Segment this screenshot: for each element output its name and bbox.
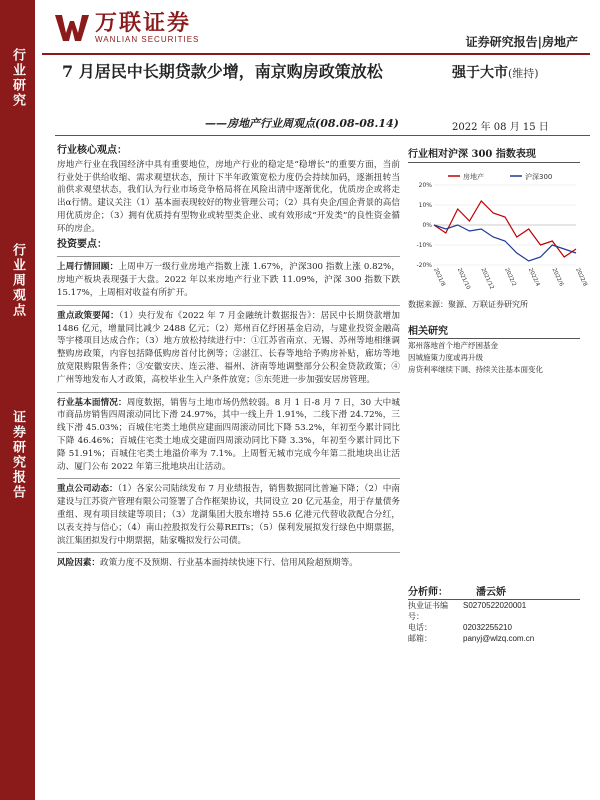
fundamentals [57,397,400,474]
series-line [434,225,576,261]
risk-factors [57,557,400,570]
analyst-row-value: panyj@wlzq.com.cn [463,634,535,643]
y-tick-label: 0% [422,222,432,229]
rating-label: 强于大市 [452,65,508,81]
chart-heading: 行业相对沪深 300 指数表现 [408,145,580,163]
related-item: 房贷利率继续下调、持续关注基本面变化 [408,365,543,374]
index-chart [408,169,588,291]
logo-en-text: WANLIAN SECURITIES [95,34,200,44]
analyst-block [408,583,580,644]
x-tick-label: 2021/12 [479,267,495,291]
y-tick-label: 10% [418,202,432,209]
related-list [408,340,580,375]
sidebar-label-industry: 行业研究 [10,47,25,108]
risk-text: 政策力度不及预期、行业基本面持续快速下行、信用风险超预期等。 [99,558,358,569]
title-divider [55,135,590,136]
divider [57,256,400,257]
rating [452,62,539,82]
analyst-row-key: 电话： [408,623,432,632]
y-tick-label: 20% [418,182,432,189]
related-item: 郑州落地首个地产纾困基金 [408,341,498,350]
analyst-row [408,633,580,644]
sidebar-label-report: 证券研究报告 [10,410,25,500]
company-logo [55,10,199,46]
analyst-heading [408,583,580,600]
analyst-row-key: 邮箱： [408,634,432,643]
sidebar-label-weekly: 行业周观点 [10,242,25,318]
legend-label: 沪深300 [525,173,553,181]
analyst-head-label: 分析师： [408,587,448,598]
risk-label: 风险因素： [57,558,100,569]
market-label: 上周行情回顾： [57,262,119,273]
analyst-row-key: 执业证书编号： [408,601,448,621]
main-content [57,143,400,570]
chart-source: 数据来源：聚源、万联证券研究所 [408,300,528,309]
analyst-row-value: 02032255210 [463,623,512,632]
divider [57,478,400,479]
logo-cn-text: 万联证券 [95,10,192,36]
y-tick-label: -20% [416,262,432,269]
divider [57,305,400,306]
analyst-row [408,600,580,622]
divider [57,552,400,553]
sidebar [0,0,35,800]
x-tick-label: 2022/4 [526,267,541,288]
x-tick-label: 2022/2 [503,267,517,288]
core-heading: 行业核心观点： [57,145,127,156]
fund-text: 周度数据，销售与土地市场仍然较弱。8 月 1 日-8 月 7 日，30 大中城市商品房销售四周滚动同比下滑 24.97%，其中一线上升 1.91%，二线下滑 24.72%，三线下滑 45.03%；百城住宅类土地供应建面四周滚动同比下降 53.2%，年初至今累计同比下降 46.46%；百城住宅类土地成交建面四周滚动同比下降 3.3%，年初至今累计同比下降 51.91%；百城住宅类土地溢价率为 7.1%。上周暂无城市完成今年第二批地块出让活动、厦门公布 2022 年第三批地块出让活动。 [57,397,400,472]
market-text: 上周申万一级行业房地产指数上涨 1.67%，沪深300 指数上涨 0.82%，房地产板块表现强于大盘。2022 年以来房地产行业下跌 11.09%，沪深 300 指数下跌 15.17%，上周相对收益有所扩开。 [57,262,400,298]
page-title: 7 月居民中长期贷款少增，南京购房政策放松 [62,62,383,81]
analyst-name: 潘云娇 [476,587,506,598]
right-column [408,145,588,375]
x-tick-label: 2021/8 [432,267,446,288]
related-item: 因城施策力度或再升级 [408,353,483,362]
analyst-row [408,622,580,633]
analyst-row-value: S0270522020001 [463,601,527,610]
market-review [57,261,400,299]
header-divider [42,53,590,55]
points-heading: 投资要点： [57,238,107,250]
company-news [57,483,400,547]
y-tick-label: -10% [416,242,432,249]
x-tick-label: 2022/6 [550,267,565,288]
report-type: 证券研究报告|房地产 [465,35,578,49]
policy-news [57,310,400,387]
logo-w-icon [55,13,89,43]
rating-note: (维持) [508,67,539,80]
policy-text: （1）央行发布《2022 年 7 月金融统计数据报告》：居民中长期贷款增加 1486 亿元，增量同比减少 2488 亿元；（2）郑州百亿纾困基金启动，与建业投资金融高等宇楼项目达成合作；（3）地方放松持续进行中：①江苏省南京、无锡、苏州等地相继调整购房政策，内容包括降低购房首付比例等；②湛江、长春等地给予购房补贴，廊坊等地放宽限购限售条件；③安徽安庆、连云港、福州、济南等地调整部分公积金贷款政策；④广州等地发布人才政策，高校毕业生入户条件放宽；⑤东莞进一步加强安居房管理。 [57,310,400,385]
company-text: （1）各家公司陆续发布 7 月业绩报告，销售数据同比普遍下降；（2）中南建设与江苏资产管理有限公司签署了合作框架协议，共同设立 20 亿元基金，用于存量债务重组、现有项目续建等项目；（3）龙湖集团大股东增持 55.6 亿港元代替收款配合分红，以表支持与信心；（4）南山控股拟发行公募REITs；（5）保利发展拟发行绿色中期票据，滨江集团拟发行中期票据，陆家嘴拟发行公司债。 [57,484,400,546]
x-tick-label: 2022/8 [574,267,588,288]
report-date: 2022 年 08 月 15 日 [452,122,549,133]
company-label: 重点公司动态： [57,484,118,495]
analyst-rows [408,600,580,644]
policy-label: 重点政策要闻： [57,310,119,321]
related-heading: 相关研究 [408,322,580,339]
divider [57,392,400,393]
fund-label: 行业基本面情况： [57,397,127,408]
legend-label: 房地产 [463,173,484,181]
x-tick-label: 2021/10 [455,267,471,291]
core-text: 房地产行业在我国经济中具有重要地位，房地产行业的稳定是“稳增长”的重要方面，当前行业处于供给收缩、需求观望状态，预计下半年政策宽松力度仍会持续加码，逐渐扭转当前供求观望状态，我们认为行业市场竞争格局将在风险出清中逐渐优化，优质房企或将走出α行情。建议关注（1）基本面表现较好的物业管理公司；（2）具有央企/国企背景的高信用优质房企；（3）拥有优质持有型物业或转型类企业、或有效形成“开发类”的良性资金循环的房企。 [57,159,400,234]
page-subtitle: ——房地产行业周观点(08.08-08.14) [205,117,399,130]
series-line [434,201,576,257]
